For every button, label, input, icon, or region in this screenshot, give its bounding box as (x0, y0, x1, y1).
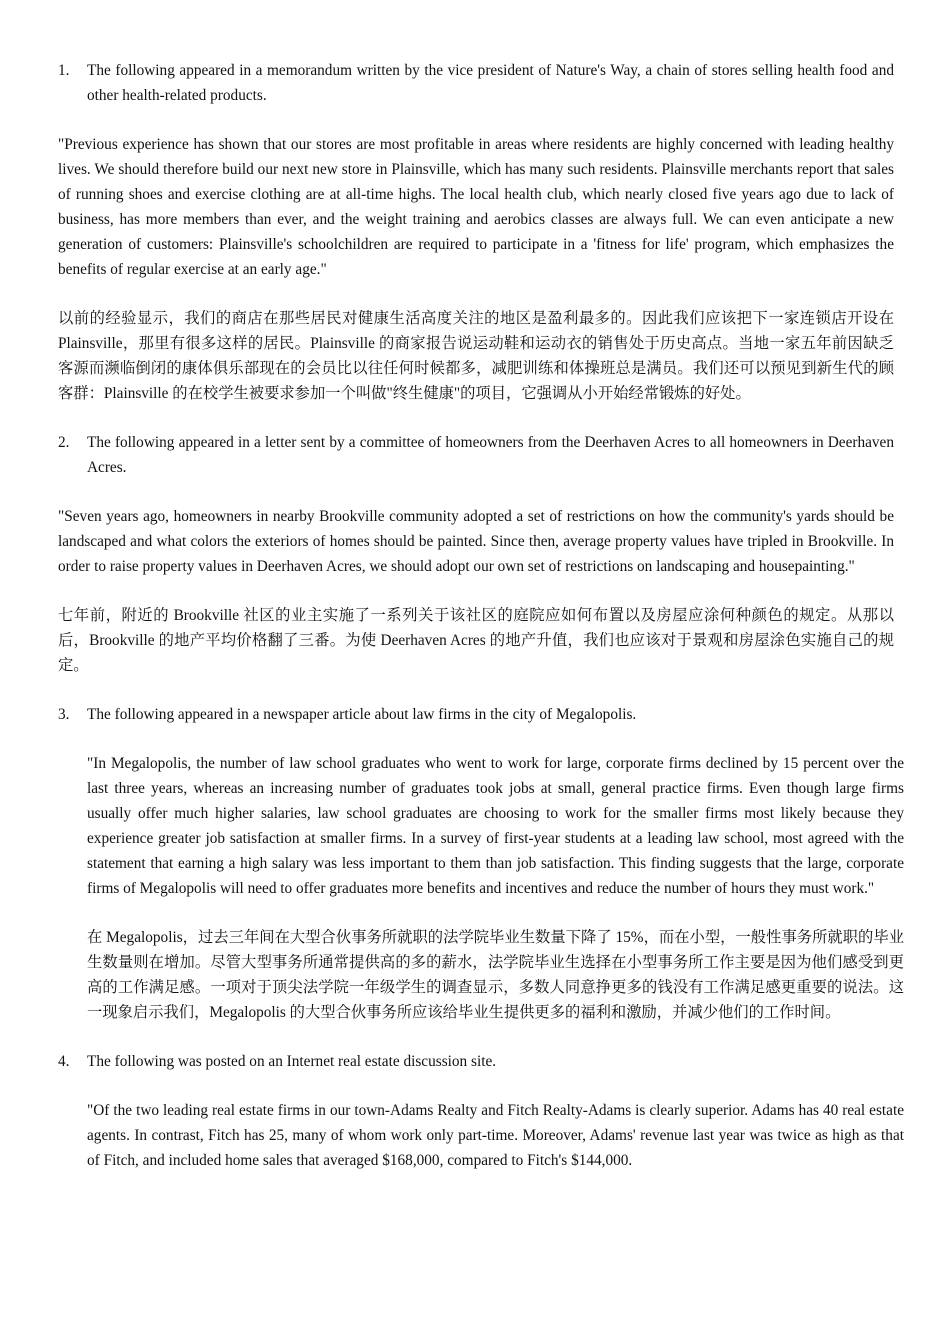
chinese-translation: 在 Megalopolis，过去三年间在大型合伙事务所就职的法学院毕业生数量下降了 15%，而在小型，一般性事务所就职的毕业生数量则在增加。尽管大型事务所通常提供高的多的薪水，法学院毕业生选择在小型事务所工作主要是因为他们感受到更高的工作满足感。一项对于顶尖法学院一年级学生的调查显示，多数人同意挣更多的钱没有工作满足感更重要的说法。这一现象启示我们，Megalopolis 的大型合伙事务所应该给毕业生提供更多的福利和激励，并减少他们的工作时间。 (87, 929, 904, 1021)
item-number: 1. (58, 62, 70, 79)
prompt-intro (58, 1049, 894, 1074)
prompt-item-4 (58, 1049, 904, 1173)
intro-text: The following appeared in a letter sent by a committee of homeowners from the Deerhaven Acres to all homeowners in Deerhaven Acres. (87, 434, 894, 476)
item-number: 2. (58, 434, 70, 451)
quote-paragraph: "In Megalopolis, the number of law school graduates who went to work for large, corporate firms declined by 15 percent over the last three years, whereas an increasing number of graduates took jobs at small, general practice firms. Even though large firms usually offer much higher salaries, law school graduates are choosing to work for the smaller firms most likely because they experience greater job satisfaction at smaller firms. In a survey of first-year students at a leading law school, most agreed with the statement that earning a high salary was less important to them than job satisfaction. This finding suggests that the large, corporate firms of Megalopolis will need to offer graduates more benefits and incentives and reduce the number of hours they must work." (87, 755, 904, 897)
prompt-item-1 (58, 58, 894, 406)
chinese-translation: 以前的经验显示，我们的商店在那些居民对健康生活高度关注的地区是盈利最多的。因此我们应该把下一家连锁店开设在 Plainsville，那里有很多这样的居民。Plainsville 的商家报告说运动鞋和运动衣的销售处于历史高点。当地一家五年前因缺乏客源而濒临倒闭的康体俱乐部现在的会员比以往任何时候都多，减肥训练和体操班总是满员。我们还可以预见到新生代的顾客群：Plainsville 的在校学生被要求参加一个叫做"终生健康"的项目，它强调从小开始经常锻炼的好处。 (58, 310, 894, 402)
prompt-intro (58, 702, 894, 727)
prompt-intro (58, 58, 894, 108)
intro-text: The following appeared in a memorandum written by the vice president of Nature's Way, a chain of stores selling health food and other health-related products. (87, 62, 894, 104)
quote-paragraph: "Seven years ago, homeowners in nearby Brookville community adopted a set of restrictions on how the community's yards should be landscaped and what colors the exteriors of homes should be painted. Since then, average property values have tripled in Brookville. In order to raise property values in Deerhaven Acres, we should adopt our own set of restrictions on landscaping and housepainting." (58, 508, 894, 575)
quote-paragraph: "Of the two leading real estate firms in our town-Adams Realty and Fitch Realty-Adams is clearly superior. Adams has 40 real estate agents. In contrast, Fitch has 25, many of whom work only part-time. Moreover, Adams' revenue last year was twice as high as that of Fitch, and included home sales that averaged $168,000, compared to Fitch's $144,000. (87, 1102, 904, 1169)
prompt-item-3 (58, 702, 904, 1025)
prompt-item-2 (58, 430, 894, 678)
prompt-intro (58, 430, 894, 480)
intro-text: The following was posted on an Internet real estate discussion site. (87, 1053, 497, 1070)
quote-paragraph: "Previous experience has shown that our stores are most profitable in areas where residents are highly concerned with leading healthy lives. We should therefore build our next new store in Plainsville, which has many such residents. Plainsville merchants report that sales of running shoes and exercise clothing are at all-time highs. The local health club, which nearly closed five years ago due to lack of business, has more members than ever, and the weight training and aerobics classes are always full. We can even anticipate a new generation of customers: Plainsville's schoolchildren are required to participate in a 'fitness for life' program, which emphasizes the benefits of regular exercise at an early age." (58, 136, 894, 278)
document-page (58, 58, 904, 1173)
item-number: 4. (58, 1053, 70, 1070)
chinese-translation: 七年前，附近的 Brookville 社区的业主实施了一系列关于该社区的庭院应如何布置以及房屋应涂何种颜色的规定。从那以后，Brookville 的地产平均价格翻了三番。为使 Deerhaven Acres 的地产升值，我们也应该对于景观和房屋涂色实施自己的规定。 (58, 607, 894, 674)
intro-text: The following appeared in a newspaper article about law firms in the city of Megalopolis. (87, 706, 637, 723)
item-number: 3. (58, 706, 70, 723)
